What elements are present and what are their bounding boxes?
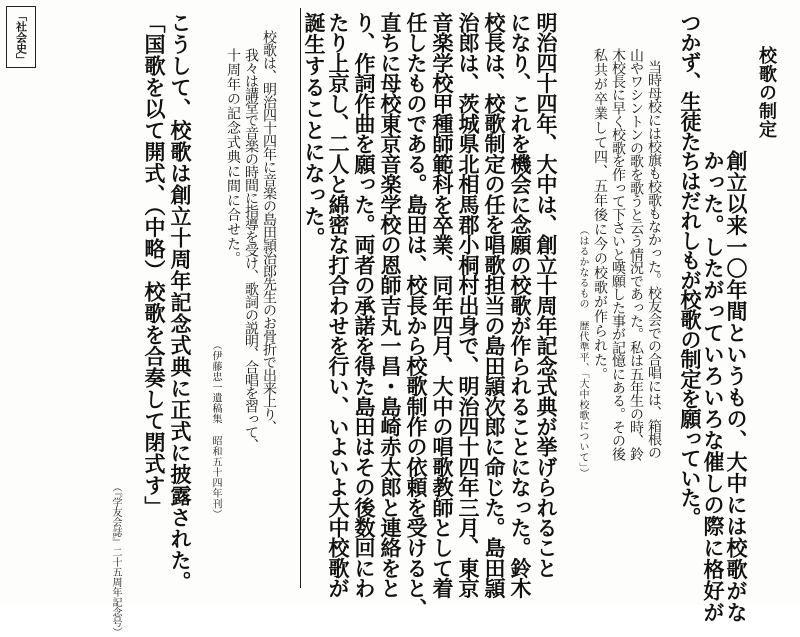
body1-line-8: り、作詞作曲を願った。両者の承諾を得た島田はその後数回にわ (352, 12, 377, 598)
body1-line-3: 校長は、校歌制定の任を唱歌担当の島田頴次郎に命じた。島田頴 (482, 12, 507, 598)
body1-line-6: 任したものである。島田は、校長から校歌制作の依頼を受けると、 (404, 12, 429, 619)
quote2-line-3: 十周年の記念式典に間に合せた。 (225, 48, 241, 266)
side-marker-label: 「社会史」 (14, 9, 28, 65)
body1-line-5: 音楽学校甲種師範科を卒業、同年四月、大中の唱歌教師として着 (430, 12, 455, 598)
quote2-line-1: 校歌は、明治四十四年に音楽の島田頴治郎先生のお骨折で出来上り、 (261, 30, 277, 433)
quote1-line-4: 私共が卒業して四、五年後に今の校歌が作られた。 (592, 48, 608, 382)
body1-line-9: たり上京し、二人と綿密な打合わせを行い、いよいよ大中校歌が (326, 12, 351, 598)
quote2-line-2: 我々は講堂で音楽の時間に指導を受け、歌詞の説明、合唱を習って、 (243, 48, 259, 451)
column-divider (300, 8, 301, 588)
body1-line-4: 治郎は、茨城県北相馬郡小桐村出身で、明治四十四年三月、東京 (456, 12, 481, 598)
body1-line-10: 誕生することになった。 (302, 12, 327, 249)
quote2-source: （伊藤忠一遺稿集 昭和五十四年刊） (210, 340, 221, 520)
intro-line-3: つかず、生徒たちはだれしもが校歌の制定を願っていた。 (678, 12, 703, 527)
body1-line-7: 直ちに母校東京音楽学校の恩師吉丸一昌・島崎赤太郎と連絡をと (378, 12, 403, 598)
body1-line-1: 明治四十四年、大中は、創立十周年記念式典が挙げられること (534, 12, 559, 578)
quote1-line-2: 山やワシントンの歌を歌うと云う情況であった。私は五年生の時、鈴 (628, 48, 644, 461)
intro-line-2: かった。したがっていろいろな催しの際に格好が (701, 150, 726, 623)
body2-citation: （『学友会誌』二十五周年記念号） (110, 482, 121, 637)
quote1-line-3: 木校長に早く校歌を作って下さいと嘆願した事が記憶にある。その後 (610, 48, 626, 461)
body2-line-1: こうして、校歌は創立十周年記念式典に正式に披露された。 (168, 12, 193, 593)
side-marker-box (6, 6, 36, 68)
body2-line-2: 「国歌を以て開式、（中略）校歌を合奏して閉式す」 (142, 12, 167, 518)
section-heading: 校歌の制定 (756, 46, 777, 139)
body1-line-2: になり、これを機会に念願の校歌が作られることになった。鈴木 (508, 12, 533, 598)
quote1-line-1: 当時母校には校旗も校歌もなかった。校友会での合唱には、箱根の (646, 60, 662, 460)
quote1-source: （はるかなるもの 歴代準平、「大中校歌について」） (577, 225, 588, 479)
intro-line-1: 創立以来一〇年間というもの、大中には校歌がな (724, 150, 749, 623)
